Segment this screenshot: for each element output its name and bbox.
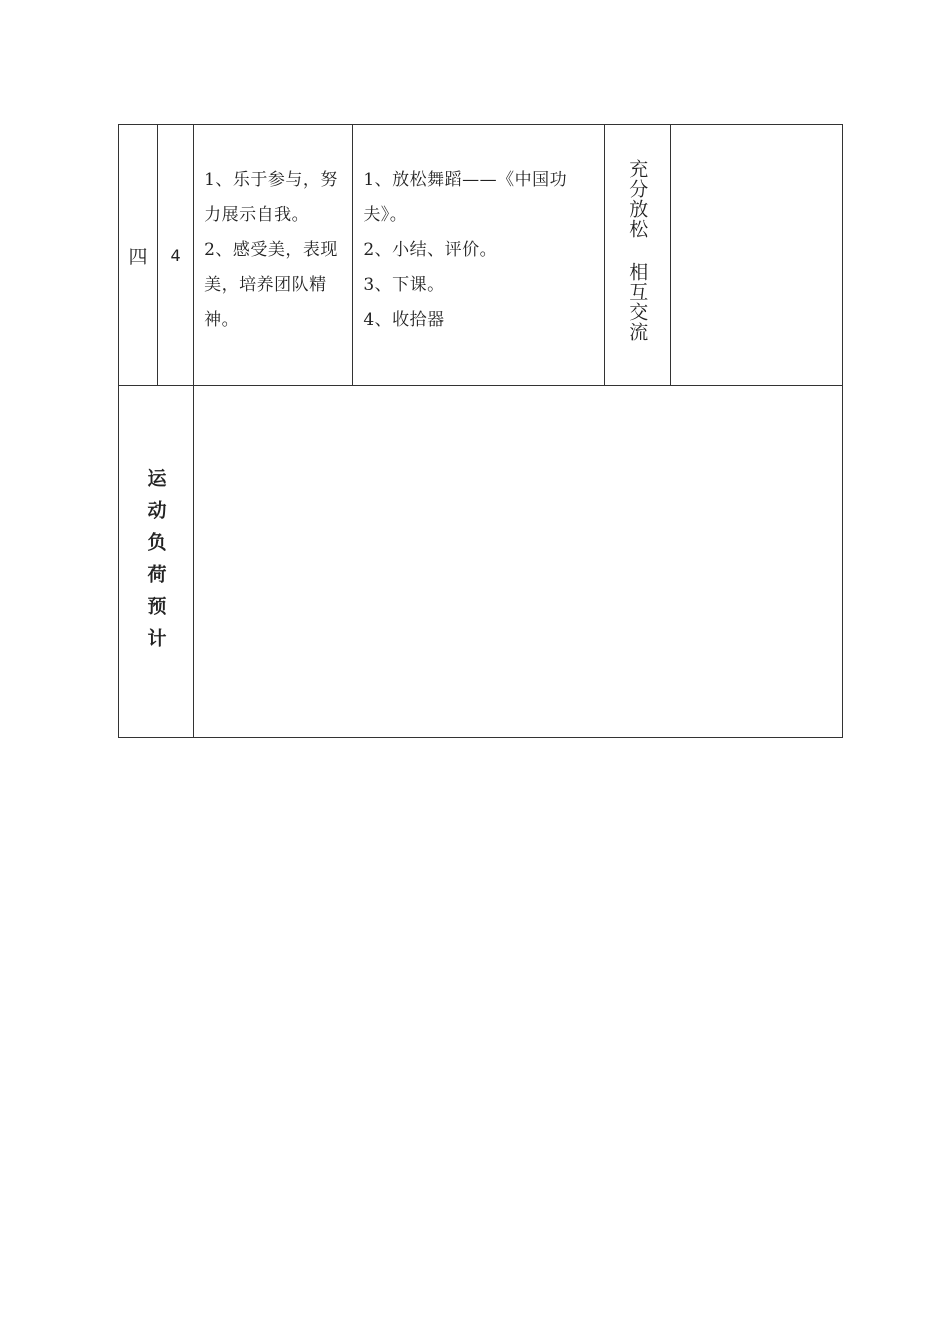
method-text: 充分放松 相互交流 <box>626 159 649 342</box>
minutes-value: 4 <box>170 245 181 265</box>
load-row <box>119 386 843 738</box>
content-cell <box>353 125 604 386</box>
section-number-cell <box>119 125 158 386</box>
content-item: 2、小结、评价。 <box>363 240 498 260</box>
minutes-cell <box>158 125 194 386</box>
method-cell <box>604 125 670 386</box>
stage-row <box>119 125 843 386</box>
goal-item: 2、感受美，表现美，培养团队精神。 <box>204 240 338 330</box>
load-content-cell <box>194 386 843 738</box>
content-item: 1、放松舞蹈——《中国功夫》。 <box>363 170 568 225</box>
load-label: 运动负荷预计 <box>144 468 167 660</box>
notes-cell <box>670 125 842 386</box>
section-number: 四 <box>128 245 148 268</box>
goal-item: 1、乐于参与，努力展示自我。 <box>204 170 338 225</box>
lesson-plan-table <box>118 124 843 738</box>
load-label-cell <box>119 386 194 738</box>
goals-cell <box>194 125 353 386</box>
content-item: 3、下课。 <box>363 275 445 295</box>
content-item: 4、收拾器 <box>363 310 445 330</box>
